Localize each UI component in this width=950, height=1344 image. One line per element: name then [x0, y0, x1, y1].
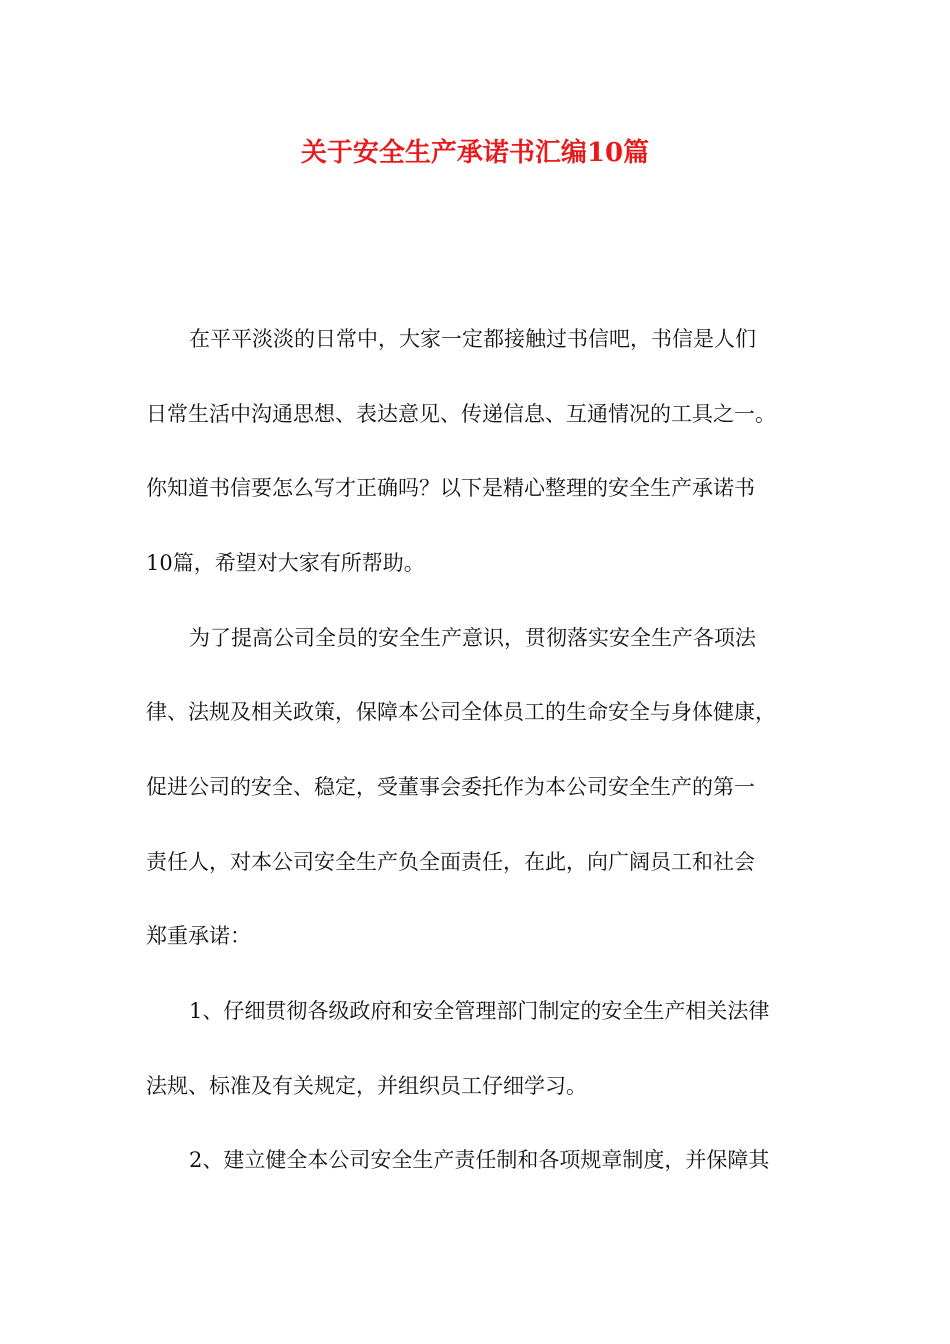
paragraph-line: 责任人，对本公司安全生产负全面责任，在此，向广阔员工和社会 [146, 850, 755, 874]
paragraph-line: 为了提高公司全员的安全生产意识，贯彻落实安全生产各项法 [189, 626, 756, 650]
paragraph-line: 在平平淡淡的日常中，大家一定都接触过书信吧，书信是人们 [189, 327, 756, 351]
paragraph-line: 律、法规及相关政策，保障本公司全体员工的生命安全与身体健康， [146, 700, 776, 724]
paragraph-line: 日常生活中沟通思想、表达意见、传递信息、互通情况的工具之一。 [146, 402, 776, 426]
document-title: 关于安全生产承诺书汇编10篇 [300, 138, 650, 168]
paragraph-line: 法规、标准及有关规定，并组织员工仔细学习。 [146, 1074, 587, 1098]
paragraph-line: 促进公司的安全、稳定，受董事会委托作为本公司安全生产的第一 [146, 775, 755, 799]
paragraph-line: 郑重承诺： [146, 924, 251, 948]
paragraph-line: 1、仔细贯彻各级政府和安全管理部门制定的安全生产相关法律 [189, 999, 770, 1023]
paragraph-line: 10篇，希望对大家有所帮助。 [146, 551, 425, 575]
paragraph-line: 2、建立健全本公司安全生产责任制和各项规章制度，并保障其 [189, 1148, 770, 1172]
paragraph-line: 你知道书信要怎么写才正确吗？以下是精心整理的安全生产承诺书 [146, 476, 755, 500]
